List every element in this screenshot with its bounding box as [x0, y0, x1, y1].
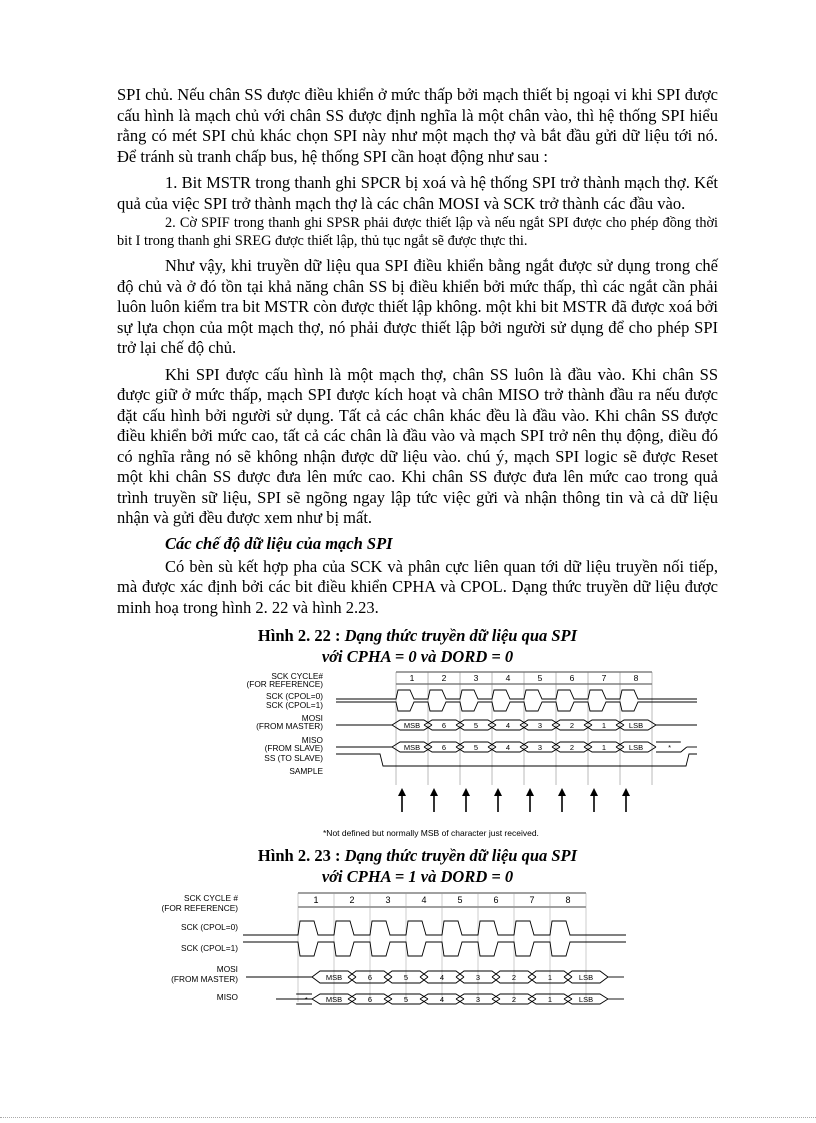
sck-cpol0-waveform	[336, 690, 697, 699]
bit-label: 6	[367, 995, 372, 1005]
cycle-number: 3	[384, 895, 391, 906]
cycle-number: 3	[473, 673, 478, 684]
bit-label: 1	[547, 973, 552, 983]
sample-arrowhead	[590, 788, 598, 796]
bit-label: 6	[441, 721, 446, 731]
section-heading: Các chế độ dữ liệu của mạch SPI	[165, 533, 393, 553]
cycle-number: 5	[537, 673, 542, 684]
bit-label: 5	[403, 995, 408, 1005]
sample-arrowhead	[398, 788, 406, 796]
bit-label: 2	[511, 995, 516, 1005]
sample-arrowhead	[558, 788, 566, 796]
figure-2-22-caption: Hình 2. 22 : Dạng thức truyền dữ liệu qua SPI với CPHA = 0 và DORD = 0	[257, 626, 578, 666]
cycle-number: 6	[492, 895, 499, 906]
cycle-number: 2	[441, 673, 446, 684]
paragraph-modes: Có bèn sù kết hợp pha của SCK và phân cực liên quan tới dữ liệu truyền nối tiếp, mà được xác định bởi các bit điều khiển CPHA và CPOL. Dạng thức truyền dữ liệu được minh hoạ trong hình 2. 22 và hình 2.23.	[117, 556, 718, 617]
bit-label: 4	[439, 995, 444, 1005]
bit-label: 3	[537, 743, 542, 753]
undefined-bit-label: *	[304, 995, 308, 1005]
cycle-number: 1	[312, 895, 319, 906]
bit-label: LSB	[628, 743, 643, 753]
signal-label: SAMPLE	[288, 766, 323, 777]
signal-label: SCK CYCLE #	[183, 893, 238, 904]
bit-label: 6	[367, 973, 372, 983]
signal-label: MOSI	[216, 964, 238, 975]
paragraph-interrupt: Như vậy, khi truyền dữ liệu qua SPI điều khiển bằng ngắt được sử dụng trong chế độ chủ và ở đó tồn tại khả năng chân SS bị điều khiển bởi mức thấp, thì các ngắt cần phải luôn luôn kiểm tra bit MSTR còn được thiết lập không. một khi bit MSTR đã được xoá bởi sự lựa chọn của một mạch thợ, nó phải được thiết lập bởi người sử dụng để cho phép SPI trở lại chế độ chủ.	[117, 256, 718, 358]
figure-title: Dạng thức truyền dữ liệu qua SPI	[344, 846, 578, 866]
undefined-bit-label: *	[667, 743, 671, 753]
bit-label: 3	[537, 721, 542, 731]
bit-label: MSB	[325, 995, 342, 1005]
bit-label: MSB	[325, 973, 342, 983]
figure-title: Dạng thức truyền dữ liệu qua SPI	[344, 626, 578, 646]
sample-arrowhead	[526, 788, 534, 796]
signal-label: (FOR REFERENCE)	[245, 679, 323, 690]
bit-label: 5	[473, 743, 478, 753]
cycle-number: 6	[569, 673, 574, 684]
paragraph-slave: Khi SPI được cấu hình là một mạch thợ, chân SS luôn là đầu vào. Khi chân SS được giữ ở mức thấp, mạch SPI được kích hoạt và chân MISO trở thành đầu ra nếu được đặt cấu hình bởi người sử dụng. Tất cả các chân khác đều là đầu vào. Khi chân SS được điều khiển bởi mức cao, tất cả các chân là đầu vào và mạch SPI trở nên thụ động, điều đó có nghĩa rằng nó sẽ không nhận được dữ liệu vào. chú ý, mạch SPI logic sẽ được Reset một khi chân SS được đưa lên mức cao. Khi chân SS được đưa lên mức cao trong quả trình truyền sữ liệu, SPI sẽ ngõng ngay lập tức việc gửi và nhận thông tin và cả dữ liệu nhận và gửi đều được xem như bị mất.	[117, 364, 718, 528]
list-item-1: 1. Bit MSTR trong thanh ghi SPCR bị xoá và hệ thống SPI trở thành mạch thợ. Kết quả của việc SPI trở thành mạch thợ là các chân MOSI và SCK trở thành các đầu vào.	[117, 173, 718, 213]
bit-label: 4	[439, 973, 444, 983]
figure-footnote: *Not defined but normally MSB of character just received.	[322, 828, 539, 839]
signal-label: SCK (CPOL=1)	[265, 700, 323, 711]
figure-label: Hình 2. 23	[257, 846, 331, 866]
signal-label: (FROM SLAVE)	[264, 743, 323, 754]
cycle-number: 8	[633, 673, 638, 684]
sck-cpol0-waveform	[243, 921, 626, 935]
cycle-number: 2	[348, 895, 355, 906]
sample-arrowhead	[494, 788, 502, 796]
bit-label: LSB	[578, 973, 593, 983]
bit-label: 2	[569, 721, 574, 731]
signal-label: SCK (CPOL=1)	[180, 943, 238, 954]
figure-2-23-caption: Hình 2. 23 : Dạng thức truyền dữ liệu qua SPI với CPHA = 1 và DORD = 0	[257, 846, 578, 886]
cycle-number: 8	[564, 895, 571, 906]
bit-label: 6	[441, 743, 446, 753]
cycle-number: 7	[601, 673, 606, 684]
ss-waveform	[336, 754, 697, 766]
bit-label: 1	[547, 995, 552, 1005]
cycle-number: 4	[505, 673, 510, 684]
bit-label: 1	[601, 721, 606, 731]
cycle-number: 4	[420, 895, 427, 906]
bit-label: 2	[511, 973, 516, 983]
bit-label: 5	[473, 721, 478, 731]
cycle-number: 1	[409, 673, 414, 684]
figure-subtitle: với CPHA = 0 và DORD = 0	[321, 646, 514, 666]
bit-label: 4	[505, 743, 510, 753]
bit-label: 4	[505, 721, 510, 731]
sample-arrowhead	[622, 788, 630, 796]
timing-diagram-cpha1	[148, 887, 688, 1005]
bit-label: MSB	[403, 743, 420, 753]
signal-label: SCK (CPOL=0)	[180, 922, 238, 933]
signal-label: MISO	[301, 735, 323, 746]
figure-subtitle: với CPHA = 1 và DORD = 0	[321, 866, 514, 886]
sample-arrowhead	[462, 788, 470, 796]
bus-segment	[656, 742, 687, 752]
signal-label: (FROM MASTER)	[170, 974, 238, 985]
bit-label: 5	[403, 973, 408, 983]
bit-label: 3	[475, 995, 480, 1005]
document-page	[117, 85, 718, 1005]
bit-label: 1	[601, 743, 606, 753]
timing-diagram-cpha0	[178, 667, 671, 842]
signal-label: SCK (CPOL=0)	[265, 691, 323, 702]
page-bottom-divider	[0, 1117, 816, 1118]
sck-cpol1-waveform	[243, 942, 626, 956]
signal-label: SS (TO SLAVE)	[263, 753, 323, 764]
bit-label: 3	[475, 973, 480, 983]
signal-label: (FROM MASTER)	[255, 721, 323, 732]
signal-label: MISO	[216, 992, 238, 1003]
bit-label: MSB	[403, 721, 420, 731]
sck-cpol1-waveform	[336, 702, 697, 711]
sample-arrowhead	[430, 788, 438, 796]
figure-label: Hình 2. 22	[257, 626, 331, 646]
bit-label: 2	[569, 743, 574, 753]
bit-label: LSB	[578, 995, 593, 1005]
signal-label: MOSI	[301, 713, 323, 724]
list-item-2: 2. Cờ SPIF trong thanh ghi SPSR phải được thiết lập và nếu ngắt SPI được cho phép đồng thời bit I trong thanh ghi SREG được thiết lập, thủ tục ngắt sẽ được thực thi.	[117, 215, 718, 250]
signal-label: (FOR REFERENCE)	[160, 903, 238, 914]
signal-label: SCK CYCLE#	[270, 671, 323, 682]
cycle-number: 7	[528, 895, 535, 906]
cycle-number: 5	[456, 895, 463, 906]
bit-label: LSB	[628, 721, 643, 731]
paragraph-intro: SPI chủ. Nếu chân SS được điều khiển ở mức thấp bởi mạch thiết bị ngoại vi khi SPI được cấu hình là mạch chủ với chân SS được định nghĩa là một chân vào, thì hệ thống SPI hiểu rằng có mét SPI chủ khác chọn SPI này như một mạch thợ và bắt đầu gửi dữ liệu tới nó. Để tránh sù tranh chấp bus, hệ thống SPI cần hoạt động như sau :	[117, 85, 718, 166]
